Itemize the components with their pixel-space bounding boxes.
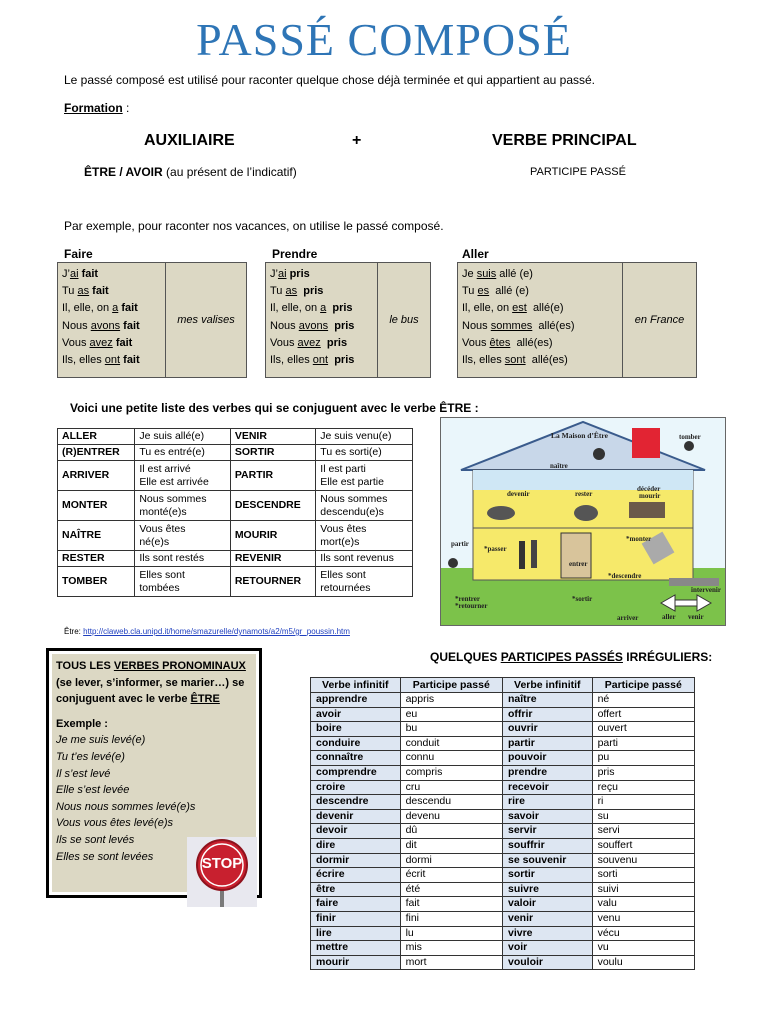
irregular-row xyxy=(311,824,695,839)
formation-colon: : xyxy=(122,101,130,115)
irregular-row xyxy=(311,736,695,751)
conj-auxiliary: es xyxy=(477,285,490,298)
house-label: *sortir xyxy=(572,595,593,603)
intro-text: Le passé composé est utilisé pour raconter quelque chose déjà terminée et qui appartient au passé. xyxy=(64,73,595,87)
irregular-participle: fini xyxy=(400,911,502,926)
irregular-row xyxy=(311,941,695,956)
irregular-participle: servi xyxy=(592,824,694,839)
irregular-infinitive: valoir xyxy=(502,897,592,912)
irregular-title-post: IRRÉGULIERS: xyxy=(622,650,713,664)
formation-label: Formation xyxy=(64,101,123,115)
etre-verb-row xyxy=(58,461,413,491)
irregular-infinitive: naître xyxy=(502,693,592,708)
conj-line xyxy=(62,283,140,300)
irregular-row xyxy=(311,722,695,737)
etre-verb-row xyxy=(58,429,413,445)
etre-verb-example: Nous sommes monté(e)s xyxy=(135,491,230,521)
conj-line xyxy=(62,266,140,283)
irregular-participle: conduit xyxy=(400,736,502,751)
irregular-infinitive: faire xyxy=(311,897,401,912)
irregular-row xyxy=(311,882,695,897)
irregular-participle: cru xyxy=(400,780,502,795)
conj-complement: le bus xyxy=(377,263,430,377)
etre-verb-infinitive: REVENIR xyxy=(230,551,315,567)
irregular-infinitive: offrir xyxy=(502,707,592,722)
irregular-participle: suivi xyxy=(592,882,694,897)
irregular-row xyxy=(311,926,695,941)
etre-verb-example: Tu es entré(e) xyxy=(135,445,230,461)
irregular-infinitive: croire xyxy=(311,780,401,795)
house-label: aller xyxy=(662,613,676,621)
conj-participle: allé(es) xyxy=(510,336,553,349)
irregular-participle: reçu xyxy=(592,780,694,795)
conj-pronoun: Vous xyxy=(62,336,90,349)
irregular-infinitive: descendre xyxy=(311,795,401,810)
pron-example-line: Vous vous êtes levé(e)s xyxy=(56,817,173,830)
irregular-infinitive: connaître xyxy=(311,751,401,766)
irregular-row xyxy=(311,707,695,722)
stop-sign-image xyxy=(187,837,257,907)
conj-participle: allé(e) xyxy=(526,302,564,315)
house-label: *monter xyxy=(626,535,652,543)
etre-verb-infinitive: PARTIR xyxy=(230,461,315,491)
irregular-title xyxy=(430,650,712,664)
irregular-participle: mort xyxy=(400,955,502,970)
conj-auxiliary: ont xyxy=(312,354,329,367)
irregular-participle: voulu xyxy=(592,955,694,970)
etre-verb-example: Il est arrivé Elle est arrivée xyxy=(135,461,230,491)
irregular-infinitive: pouvoir xyxy=(502,751,592,766)
irregular-infinitive: apprendre xyxy=(311,693,401,708)
irregular-participle: dû xyxy=(400,824,502,839)
pron-example-line: Elle s’est levée xyxy=(56,784,130,797)
house-label: venir xyxy=(688,613,704,621)
etre-verb-row xyxy=(58,551,413,567)
conj-participle: pris xyxy=(286,268,310,280)
verbe-principal-heading: VERBE PRINCIPAL xyxy=(492,132,637,149)
irregular-participle: ouvert xyxy=(592,722,694,737)
conj-box-prendre xyxy=(265,262,431,378)
conj-pronoun: Tu xyxy=(62,285,78,298)
conj-participle: pris xyxy=(326,302,353,315)
irregular-row xyxy=(311,780,695,795)
etre-avoir-note: (au présent de l’indicatif) xyxy=(162,165,297,179)
conj-pronoun: Il, elle, on xyxy=(270,302,321,315)
pron-line1-underlined: VERBES PRONOMINAUX xyxy=(113,660,246,672)
irregular-participle: bu xyxy=(400,722,502,737)
auxiliaire-heading: AUXILIAIRE xyxy=(144,132,235,149)
etre-verb-infinitive: TOMBER xyxy=(58,567,135,597)
conj-line xyxy=(62,335,140,352)
house-label: naître xyxy=(550,462,568,470)
pron-example-line: Nous nous sommes levé(e)s xyxy=(56,800,196,813)
stop-sign-icon xyxy=(187,837,257,907)
etre-verb-example: Vous êtes né(e)s xyxy=(135,521,230,551)
irregular-row xyxy=(311,795,695,810)
irregular-infinitive: servir xyxy=(502,824,592,839)
house-label: *retourner xyxy=(455,602,488,610)
source-label: Être: xyxy=(64,627,84,636)
source-line xyxy=(64,627,350,636)
maison-etre-illustration xyxy=(440,417,726,626)
etre-verb-example: Ils sont revenus xyxy=(316,551,413,567)
pronominaux-box xyxy=(46,648,262,898)
irregular-row xyxy=(311,897,695,912)
irregular-participles-table xyxy=(310,677,695,970)
pron-line3 xyxy=(56,691,252,708)
irregular-infinitive: avoir xyxy=(311,707,401,722)
etre-verb-example: Je suis allé(e) xyxy=(135,429,230,445)
source-link[interactable]: http://claweb.cla.unipd.it/home/smazurelle/dynamots/a2/m5/gr_poussin.htm xyxy=(83,627,350,636)
etre-verb-infinitive: VENIR xyxy=(230,429,315,445)
conj-line xyxy=(270,300,354,317)
irregular-infinitive: être xyxy=(311,882,401,897)
house-label: tomber xyxy=(679,433,701,441)
house-title: La Maison d’Être xyxy=(551,431,608,440)
irregular-infinitive: prendre xyxy=(502,765,592,780)
house-label: intervenir xyxy=(691,586,721,594)
conj-participle: allé(es) xyxy=(532,319,575,332)
irregular-participle: mis xyxy=(400,941,502,956)
etre-verb-example: Elles sont tombées xyxy=(135,567,230,597)
example-intro: Par exemple, pour raconter nos vacances, on utilise le passé composé. xyxy=(64,219,444,233)
conj-pronoun: Nous xyxy=(270,319,299,332)
conj-auxiliary: as xyxy=(77,285,90,298)
page-title: PASSÉ COMPOSÉ xyxy=(196,14,572,65)
conj-participle: pris xyxy=(328,354,355,367)
house-label: rester xyxy=(575,490,593,498)
conj-participle: fait xyxy=(118,302,138,315)
etre-verb-row xyxy=(58,491,413,521)
house-label: décéder xyxy=(637,485,661,493)
irregular-header-cell: Participe passé xyxy=(400,678,502,693)
irregular-participle: valu xyxy=(592,897,694,912)
conj-complement: mes valises xyxy=(165,263,246,377)
irregular-infinitive: finir xyxy=(311,911,401,926)
stop-text: STOP xyxy=(201,855,243,872)
irregular-infinitive: ouvrir xyxy=(502,722,592,737)
irregular-row xyxy=(311,838,695,853)
conj-participle: fait xyxy=(120,319,140,332)
conj-box-faire xyxy=(57,262,247,378)
irregular-row xyxy=(311,751,695,766)
irregular-infinitive: mettre xyxy=(311,941,401,956)
conj-pronoun: Tu xyxy=(270,285,286,298)
etre-verb-infinitive: MOURIR xyxy=(230,521,315,551)
irregular-infinitive: suivre xyxy=(502,882,592,897)
conj-auxiliary: avez xyxy=(89,336,113,349)
irregular-infinitive: vouloir xyxy=(502,955,592,970)
irregular-infinitive: vivre xyxy=(502,926,592,941)
conj-line xyxy=(462,352,575,369)
etre-verbs-table xyxy=(57,428,413,597)
irregular-infinitive: conduire xyxy=(311,736,401,751)
irregular-infinitive: se souvenir xyxy=(502,853,592,868)
irregular-infinitive: boire xyxy=(311,722,401,737)
etre-verb-example: Nous sommes descendu(e)s xyxy=(316,491,413,521)
etre-verb-row xyxy=(58,445,413,461)
irregular-participle: connu xyxy=(400,751,502,766)
irregular-header-cell: Verbe infinitif xyxy=(502,678,592,693)
irregular-participle: lu xyxy=(400,926,502,941)
irregular-row xyxy=(311,911,695,926)
house-label: *rentrer xyxy=(455,595,481,603)
etre-list-title: Voici une petite liste des verbes qui se conjuguent avec le verbe ÊTRE : xyxy=(70,401,479,415)
irregular-header-cell: Participe passé xyxy=(592,678,694,693)
irregular-participle: souvenu xyxy=(592,853,694,868)
conj-line xyxy=(270,266,354,283)
etre-verb-example: Elles sont retournées xyxy=(316,567,413,597)
house-label: partir xyxy=(451,540,469,548)
etre-verb-example: Tu es sorti(e) xyxy=(316,445,413,461)
conj-participle: allé (e) xyxy=(489,285,529,298)
irregular-participle: souffert xyxy=(592,838,694,853)
irregular-infinitive: savoir xyxy=(502,809,592,824)
irregular-participle: sorti xyxy=(592,868,694,883)
conj-verb-faire: Faire xyxy=(64,247,93,261)
irregular-participle: été xyxy=(400,882,502,897)
irregular-infinitive: recevoir xyxy=(502,780,592,795)
etre-verb-infinitive: RETOURNER xyxy=(230,567,315,597)
pron-example-line: Il s’est levé xyxy=(56,767,111,780)
conj-participle: pris xyxy=(297,285,324,298)
irregular-row xyxy=(311,955,695,970)
irregular-participle: pris xyxy=(592,765,694,780)
conj-auxiliary: a xyxy=(112,302,119,315)
irregular-row xyxy=(311,693,695,708)
house-label: *passer xyxy=(484,545,507,553)
conj-line xyxy=(270,352,354,369)
irregular-participle: venu xyxy=(592,911,694,926)
irregular-infinitive: partir xyxy=(502,736,592,751)
conj-pronoun: Nous xyxy=(62,319,91,332)
etre-verb-example: Vous êtes mort(e)s xyxy=(316,521,413,551)
conj-line xyxy=(270,283,354,300)
conj-auxiliary: a xyxy=(320,302,327,315)
irregular-infinitive: comprendre xyxy=(311,765,401,780)
house-label: devenir xyxy=(507,490,530,498)
plus-sign: + xyxy=(352,132,362,149)
conj-box-aller xyxy=(457,262,697,378)
etre-verb-infinitive: NAÎTRE xyxy=(58,521,135,551)
irregular-row xyxy=(311,765,695,780)
conj-pronoun: Il, elle, on xyxy=(462,302,513,315)
house-label: *descendre xyxy=(608,572,642,580)
irregular-participle: né xyxy=(592,693,694,708)
conj-pronoun: Vous xyxy=(462,336,490,349)
conj-auxiliary: avons xyxy=(90,319,121,332)
irregular-participle: vécu xyxy=(592,926,694,941)
conj-pronoun: J’ xyxy=(62,268,70,280)
irregular-participle: écrit xyxy=(400,868,502,883)
pron-line2: (se lever, s’informer, se marier…) se xyxy=(56,676,245,689)
conj-participle: fait xyxy=(120,354,140,367)
conj-lines xyxy=(62,266,140,369)
irregular-participle: devenu xyxy=(400,809,502,824)
pron-example-line: Elles se sont levées xyxy=(56,850,154,863)
conj-line xyxy=(62,318,140,335)
irregular-infinitive: mourir xyxy=(311,955,401,970)
house-label: mourir xyxy=(639,492,661,500)
irregular-infinitive: devoir xyxy=(311,824,401,839)
etre-verbs-body xyxy=(58,429,413,597)
etre-verb-example: Ils sont restés xyxy=(135,551,230,567)
conj-pronoun: Vous xyxy=(270,336,298,349)
irregular-infinitive: sortir xyxy=(502,868,592,883)
conj-participle: allé (e) xyxy=(496,268,533,280)
irregular-header-cell: Verbe infinitif xyxy=(311,678,401,693)
etre-verb-example: Il est parti Elle est partie xyxy=(316,461,413,491)
irregular-participle: ri xyxy=(592,795,694,810)
pron-exemple: Exemple : xyxy=(56,717,108,730)
participe-passe-label: PARTICIPE PASSÉ xyxy=(530,166,626,178)
irregular-participle: descendu xyxy=(400,795,502,810)
conj-pronoun: Tu xyxy=(462,285,478,298)
house-label: arriver xyxy=(617,614,639,622)
irregular-infinitive: dire xyxy=(311,838,401,853)
conj-line xyxy=(462,300,575,317)
formation-heading xyxy=(64,100,129,116)
conj-line xyxy=(270,318,354,335)
conj-pronoun: J’ xyxy=(270,268,278,280)
etre-verb-row xyxy=(58,521,413,551)
conj-complement: en France xyxy=(622,263,696,377)
conj-line xyxy=(462,335,575,352)
conj-auxiliary: as xyxy=(285,285,298,298)
conj-line xyxy=(462,318,575,335)
conj-line xyxy=(62,300,140,317)
irregular-infinitive: voir xyxy=(502,941,592,956)
conj-verb-aller: Aller xyxy=(462,247,489,261)
pron-line3-underlined: ÊTRE xyxy=(190,693,220,706)
irregular-infinitive: devenir xyxy=(311,809,401,824)
conj-pronoun: Il, elle, on xyxy=(62,302,113,315)
etre-avoir-line xyxy=(84,164,297,180)
etre-verb-row xyxy=(58,567,413,597)
conj-participle: fait xyxy=(78,268,99,280)
pron-example-line: Ils se sont levés xyxy=(56,833,135,846)
conj-line xyxy=(270,335,354,352)
irregular-infinitive: souffrir xyxy=(502,838,592,853)
etre-verb-infinitive: ARRIVER xyxy=(58,461,135,491)
conj-auxiliary: ai xyxy=(69,268,79,280)
etre-verb-infinitive: ALLER xyxy=(58,429,135,445)
conj-pronoun: Nous xyxy=(462,319,491,332)
house-drawing xyxy=(441,418,725,625)
irregular-infinitive: rire xyxy=(502,795,592,810)
conj-line xyxy=(462,283,575,300)
conj-participle: pris xyxy=(328,319,355,332)
pron-example-line: Tu t’es levé(e) xyxy=(56,750,125,763)
house-label: entrer xyxy=(569,560,588,568)
irregular-row xyxy=(311,868,695,883)
etre-verb-infinitive: SORTIR xyxy=(230,445,315,461)
etre-verb-infinitive: (R)ENTRER xyxy=(58,445,135,461)
conj-pronoun: Je xyxy=(462,268,477,280)
conj-auxiliary: sont xyxy=(504,354,526,367)
irregular-table-body xyxy=(311,693,695,970)
conj-pronoun: Ils, elles xyxy=(270,354,313,367)
conj-line xyxy=(62,352,140,369)
conj-auxiliary: ont xyxy=(104,354,121,367)
pron-line1 xyxy=(56,658,252,675)
conj-participle: allé(es) xyxy=(525,354,568,367)
irregular-row xyxy=(311,809,695,824)
pron-example-line: Je me suis levé(e) xyxy=(56,734,146,747)
irregular-participle: eu xyxy=(400,707,502,722)
irregular-infinitive: venir xyxy=(502,911,592,926)
conj-auxiliary: avez xyxy=(297,336,321,349)
irregular-participle: offert xyxy=(592,707,694,722)
irregular-participle: appris xyxy=(400,693,502,708)
conj-participle: pris xyxy=(320,336,348,349)
etre-avoir: ÊTRE / AVOIR xyxy=(84,165,163,179)
irregular-participle: compris xyxy=(400,765,502,780)
irregular-table-header xyxy=(311,678,695,693)
irregular-participle: pu xyxy=(592,751,694,766)
conj-auxiliary: avons xyxy=(298,319,329,332)
irregular-participle: parti xyxy=(592,736,694,751)
irregular-title-underlined: PARTICIPES PASSÉS xyxy=(500,650,623,664)
conj-auxiliary: sommes xyxy=(490,319,533,332)
conj-auxiliary: êtes xyxy=(489,336,511,349)
conj-auxiliary: est xyxy=(512,302,527,315)
conj-lines xyxy=(462,266,575,369)
irregular-participle: dormi xyxy=(400,853,502,868)
conj-auxiliary: ai xyxy=(277,268,287,280)
irregular-title-pre: QUELQUES xyxy=(430,650,501,664)
conj-verb-prendre: Prendre xyxy=(272,247,318,261)
etre-verb-infinitive: MONTER xyxy=(58,491,135,521)
conj-participle: fait xyxy=(89,285,109,298)
etre-verb-infinitive: DESCENDRE xyxy=(230,491,315,521)
irregular-row xyxy=(311,853,695,868)
conj-line xyxy=(462,266,575,283)
pron-line3-pre: conjuguent avec le verbe xyxy=(56,693,191,706)
conj-pronoun: Ils, elles xyxy=(62,354,105,367)
pron-line1-pre: TOUS LES xyxy=(56,660,114,672)
irregular-infinitive: lire xyxy=(311,926,401,941)
conj-lines xyxy=(270,266,354,369)
irregular-infinitive: écrire xyxy=(311,868,401,883)
etre-verb-example: Je suis venu(e) xyxy=(316,429,413,445)
irregular-infinitive: dormir xyxy=(311,853,401,868)
etre-verb-infinitive: RESTER xyxy=(58,551,135,567)
conj-pronoun: Ils, elles xyxy=(462,354,505,367)
conj-participle: fait xyxy=(112,336,133,349)
irregular-participle: dit xyxy=(400,838,502,853)
irregular-participle: fait xyxy=(400,897,502,912)
conj-auxiliary: suis xyxy=(476,268,497,280)
irregular-participle: vu xyxy=(592,941,694,956)
irregular-participle: su xyxy=(592,809,694,824)
